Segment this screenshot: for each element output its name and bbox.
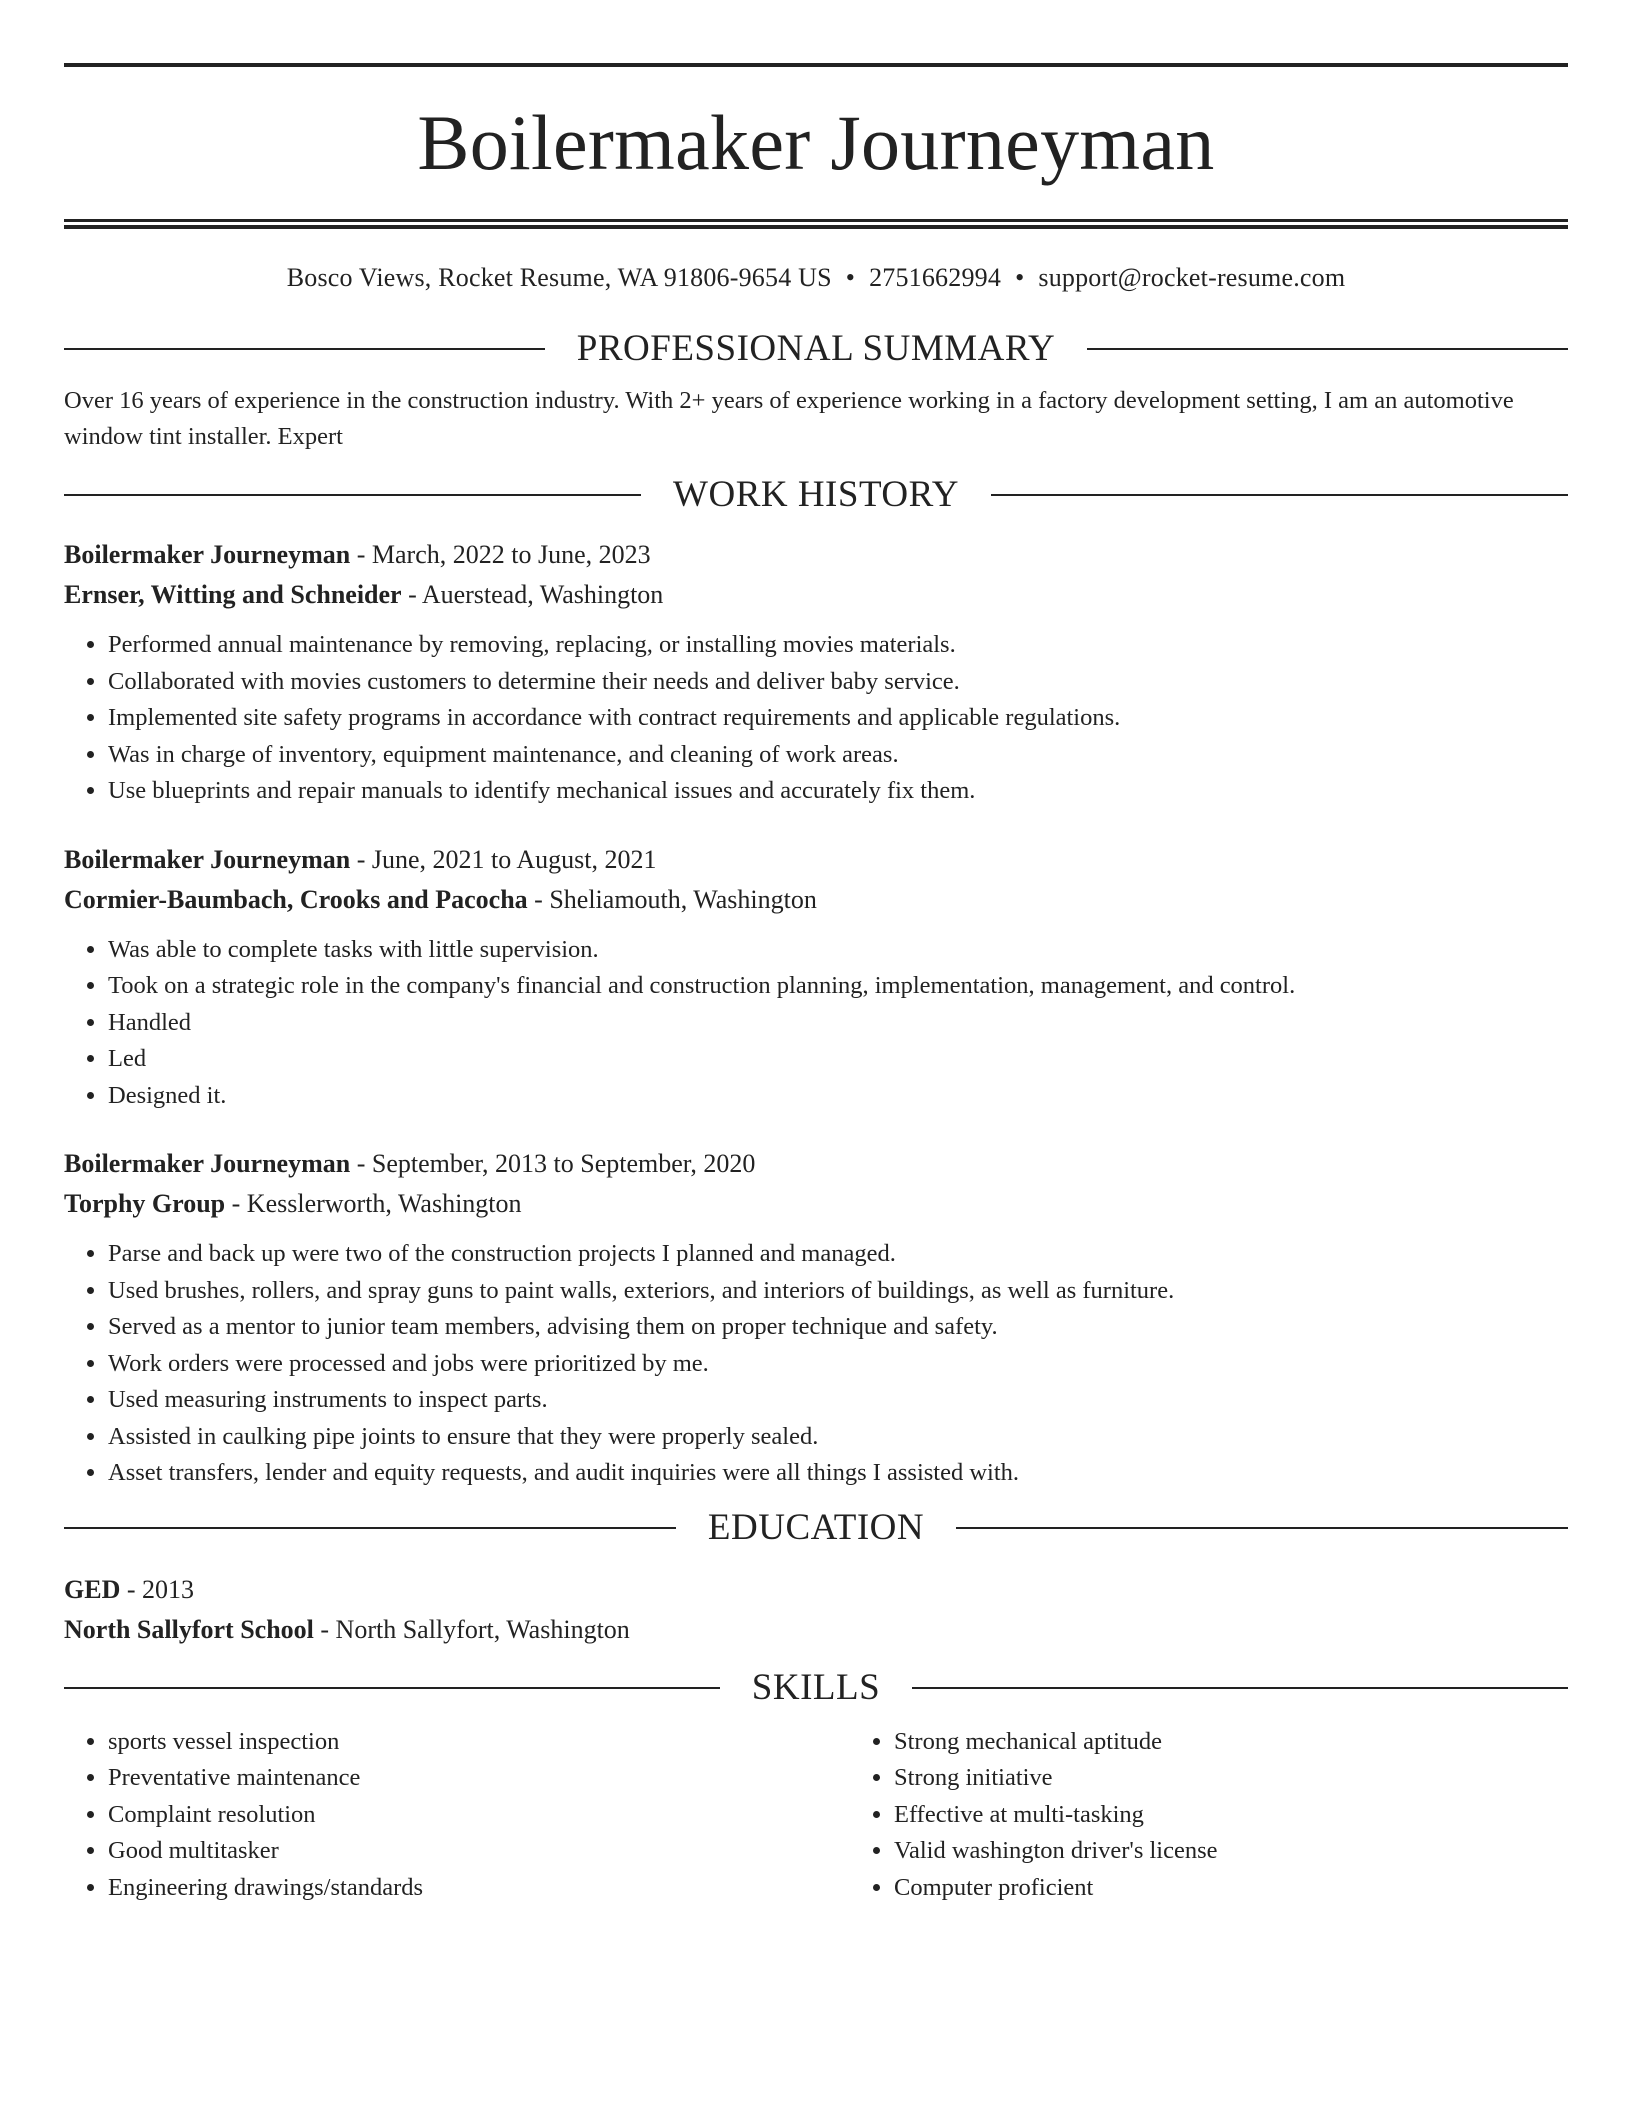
contact-phone: 2751662994 [869,263,1002,292]
education-school: North Sallyfort School [64,1614,314,1644]
list-item: • Used measuring instruments to inspect parts. [108,1382,1568,1419]
list-item: • sports vessel inspection [108,1724,850,1761]
section-rule-left [64,1527,676,1529]
top-rule [64,63,1568,67]
summary-section-title: PROFESSIONAL SUMMARY [576,328,1056,369]
list-item: • Good multitasker [108,1833,850,1870]
job-bullets [64,1236,1568,1492]
list-item: • Used brushes, rollers, and spray guns to paint walls, exteriors, and interiors of buildings, as well as furniture. [108,1273,1568,1310]
job-company-line [64,575,1568,615]
job-location: - Kesslerworth, Washington [225,1189,522,1218]
list-item: • Strong initiative [894,1760,1632,1797]
education-degree-line [64,1570,1568,1610]
education-entry [64,1570,1568,1650]
job-dates: - March, 2022 to June, 2023 [350,540,651,569]
section-rule-right [991,494,1568,496]
summary-text: Over 16 years of experience in the construction industry. With 2+ years of experience working in a factory development setting, I am an automotive window tint installer. Expert [64,387,1514,450]
education-degree: GED [64,1574,121,1604]
job-entry [64,535,1568,810]
education-school-line [64,1610,1568,1650]
list-item: • Led [108,1041,1568,1078]
section-rule-left [64,1687,720,1689]
list-item: • Collaborated with movies customers to determine their needs and deliver baby service. [108,664,1568,701]
skills-section-title: SKILLS [751,1666,881,1708]
job-location: - Auerstead, Washington [401,580,664,609]
job-title-line [64,840,1568,880]
education-section-header [64,1506,1568,1550]
list-item: • Designed it. [108,1078,1568,1115]
job-company: Torphy Group [64,1189,226,1218]
job-position: Boilermaker Journeyman [64,540,351,569]
job-entry [64,840,1568,1115]
list-item: • Performed annual maintenance by removing, replacing, or installing movies materials. [108,627,1568,664]
job-position: Boilermaker Journeyman [64,1149,351,1178]
section-rule-right [912,1687,1568,1689]
job-bullets [64,627,1568,810]
work-section-header [64,473,1568,517]
contact-email[interactable]: support@rocket-resume.com [1038,263,1346,292]
list-item: • Handled [108,1005,1568,1042]
list-item: • Strong mechanical aptitude [894,1724,1632,1761]
list-item: • Assisted in caulking pipe joints to ensure that they were properly sealed. [108,1419,1568,1456]
section-rule-right [1087,348,1568,350]
list-item: • Computer proficient [894,1870,1632,1907]
contact-separator: • [1015,263,1025,292]
list-item: • Use blueprints and repair manuals to identify mechanical issues and accurately fix them. [108,773,1568,810]
job-dates: - September, 2013 to September, 2020 [350,1149,756,1178]
list-item: • Took on a strategic role in the company's financial and construction planning, implementation, management, and control. [108,968,1568,1005]
list-item: • Was able to complete tasks with little supervision. [108,932,1568,969]
name-double-rule [64,219,1568,229]
job-bullets [64,932,1568,1115]
contact-address: Bosco Views, Rocket Resume, WA 91806-9654 US [286,263,832,292]
list-item: • Work orders were processed and jobs were prioritized by me. [108,1346,1568,1383]
section-rule-left [64,494,641,496]
job-location: - Sheliamouth, Washington [527,884,817,914]
skills-section-header [64,1666,1568,1710]
job-dates: - June, 2021 to August, 2021 [350,844,657,874]
job-company-line [64,880,1568,920]
list-item: • Valid washington driver's license [894,1833,1632,1870]
job-entry [64,1144,1568,1492]
section-rule-left [64,348,545,350]
job-company: Cormier-Baumbach, Crooks and Pacocha [64,884,528,914]
candidate-name: Boilermaker Journeyman [417,99,1215,186]
list-item: • Implemented site safety programs in accordance with contract requirements and applicable regulations. [108,700,1568,737]
job-position: Boilermaker Journeyman [64,844,351,874]
list-item: • Parse and back up were two of the construction projects I planned and managed. [108,1236,1568,1273]
education-location: - North Sallyfort, Washington [313,1614,630,1644]
job-company-line [64,1184,1568,1224]
contact-line [64,261,1568,295]
skills-list-left [64,1724,850,1907]
work-section-title: WORK HISTORY [673,474,959,515]
job-title-line [64,535,1568,575]
education-year: - 2013 [120,1574,195,1604]
list-item: • Asset transfers, lender and equity requests, and audit inquiries were all things I assisted with. [108,1455,1568,1492]
section-rule-right [956,1527,1568,1529]
list-item: • Complaint resolution [108,1797,850,1834]
education-section-title: EDUCATION [707,1506,925,1548]
summary-section-header [64,327,1568,371]
list-item: • Was in charge of inventory, equipment maintenance, and cleaning of work areas. [108,737,1568,774]
skills-list-right [850,1724,1632,1907]
job-title-line [64,1144,1568,1184]
contact-separator: • [845,263,856,292]
list-item: • Served as a mentor to junior team members, advising them on proper technique and safety. [108,1309,1568,1346]
skills-grid [64,1724,1568,1907]
list-item: • Preventative maintenance [108,1760,850,1797]
job-company: Ernser, Witting and Schneider [64,580,402,609]
list-item: • Engineering drawings/standards [108,1870,850,1907]
list-item: • Effective at multi-tasking [894,1797,1632,1834]
